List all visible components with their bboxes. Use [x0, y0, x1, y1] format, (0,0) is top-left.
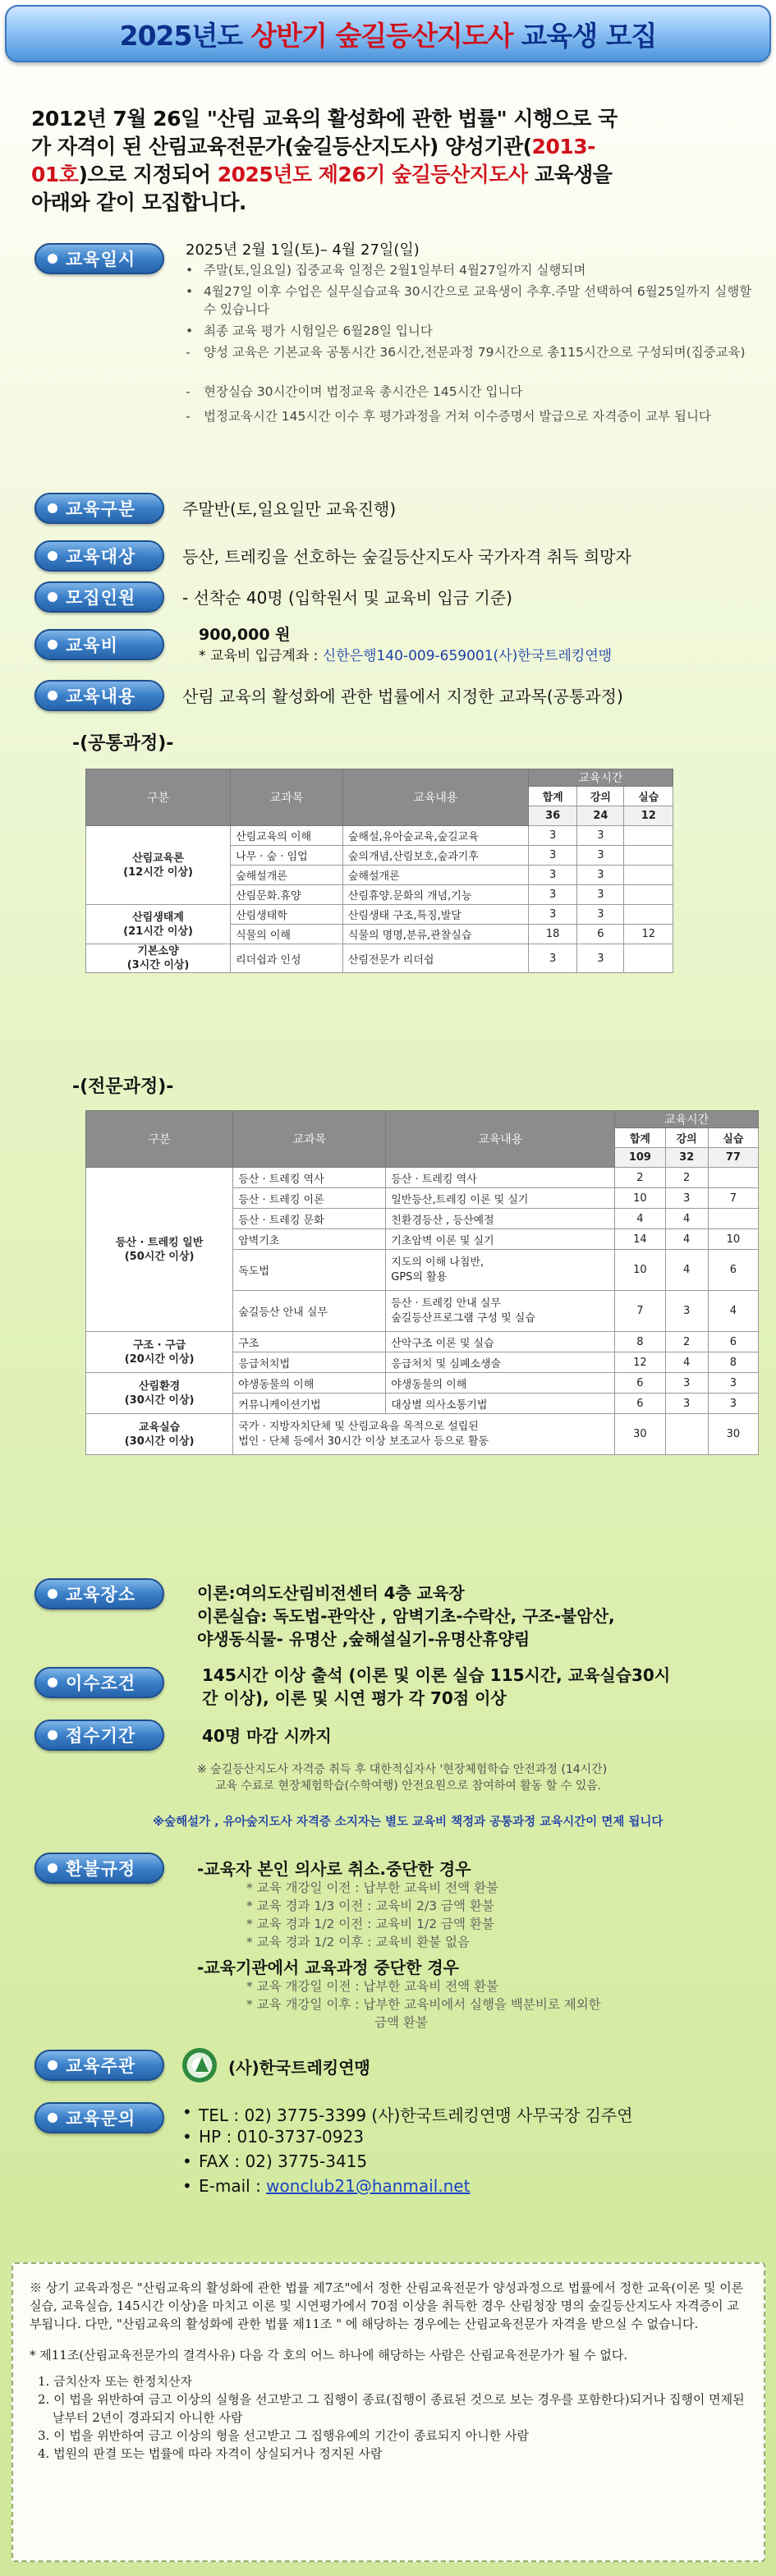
hours-cell: 2 — [615, 1168, 665, 1188]
hours-cell: 6 — [615, 1373, 665, 1394]
table-row — [86, 826, 673, 846]
content-cell: 일반등산,트레킹 이론 및 실기 — [386, 1188, 615, 1209]
legal-notice-item: 4. 법원의 판결 또는 법률에 따라 자격이 상실되거나 정지된 사람 — [38, 2446, 383, 2461]
hours-cell: 3 — [577, 866, 624, 885]
content-cell: 산림생태 구조,특징,발달 — [342, 905, 528, 925]
legal-notice-item: 2. 이 법을 위반하여 금고 이상의 실형을 선고받고 그 집행이 종료(집행이 종료된 것으로 보는 경우를 포함한다)되거나 집행이 면제된 날부터 2년이 경과되지 아니한 사람 — [38, 2392, 745, 2425]
header-division: 구분 — [86, 1111, 233, 1168]
bullet-dot-icon — [48, 2113, 57, 2123]
apply-note-2: 교육 수료로 현장체험학습(수학여행) 안전요원으로 참여하여 활동 할 수 있음. — [215, 1779, 602, 1793]
refund-item: * 교육 개강일 이전 : 납부한 교육비 전액 환불 — [246, 1979, 498, 1994]
content-cell: 숲해설,유아숲교육,숲길교육 — [342, 826, 528, 846]
header-hours: 교육시간 — [528, 769, 673, 787]
place-line1: 이론:여의도산림비전센터 4층 교육장 — [197, 1583, 465, 1603]
hours-cell: 3 — [665, 1373, 708, 1394]
subject-cell: 산림문화.휴양 — [231, 885, 343, 905]
subject-cell: 야생동물의 이해 — [233, 1373, 386, 1394]
hours-cell: 4 — [665, 1209, 708, 1229]
table-row — [86, 1414, 759, 1455]
table-row — [86, 905, 673, 925]
hours-cell: 3 — [528, 846, 576, 866]
place-line2: 이론실습: 독도법-관악산 , 암벽기초-수락산, 구조-불암산, — [197, 1606, 615, 1626]
bullet-text: 현장실습 30시간이며 법정교육 총시간은 145시간 입니다 — [204, 384, 523, 399]
hours-cell: 3 — [708, 1373, 758, 1394]
table-row — [86, 1168, 759, 1188]
hours-cell: 3 — [528, 885, 576, 905]
hours-cell: 3 — [528, 944, 576, 973]
subject-cell: 등산 · 트레킹 역사 — [233, 1168, 386, 1188]
hours-cell: 8 — [708, 1352, 758, 1373]
legal-notice-items — [30, 2372, 747, 2463]
content-cell: 응급처치 및 심폐소생술 — [386, 1352, 615, 1373]
header-lecture: 강의 — [665, 1128, 708, 1148]
hours-cell: 30 — [708, 1414, 758, 1455]
bullet-dot-icon — [48, 2060, 57, 2070]
bullet-dot-icon — [48, 1863, 57, 1873]
subject-cell: 암벽기초 — [233, 1229, 386, 1250]
legal-notice-item: 1. 금치산자 또는 한정치산자 — [38, 2374, 193, 2389]
subject-cell: 리더쉽과 인성 — [231, 944, 343, 973]
legal-notice-box — [11, 2262, 765, 2562]
schedule-bullet — [186, 322, 760, 340]
content-cell: 등산 · 트레킹 역사 — [386, 1168, 615, 1188]
hours-cell: 3 — [665, 1188, 708, 1209]
hours-cell — [708, 1168, 758, 1188]
sum-cell: 12 — [624, 806, 673, 826]
hours-cell: 6 — [708, 1250, 758, 1291]
hours-cell: 4 — [708, 1291, 758, 1332]
hours-cell: 3 — [577, 885, 624, 905]
content-cell: 기초암벽 이론 및 실기 — [386, 1229, 615, 1250]
bullet-mark: - — [186, 409, 191, 424]
content-cell: 야생동물의 이해 — [386, 1373, 615, 1394]
section-inquiry-label: 교육문의 — [34, 2102, 164, 2133]
apply-value: 40명 마감 시까지 — [202, 1726, 332, 1746]
subject-cell: 국가 · 지방자치단체 및 산림교육을 목적으로 설립된 법인 · 단체 등에서 30시간 이상 보조교사 등으로 활동 — [233, 1414, 615, 1455]
header-division: 구분 — [86, 769, 231, 826]
content-value: 산림 교육의 활성화에 관한 법률에서 지정한 교과목(공통과정) — [182, 686, 623, 706]
content-cell: 지도의 이해 나침반, GPS의 활용 — [386, 1250, 615, 1291]
hours-cell — [665, 1414, 708, 1455]
federation-logo-icon — [182, 2048, 217, 2082]
complete-line2: 간 이상), 이론 및 시연 평가 각 70점 이상 — [202, 1688, 507, 1708]
bullet-mark: • — [186, 263, 194, 278]
schedule-bullet — [186, 343, 760, 361]
hours-cell: 6 — [615, 1394, 665, 1414]
type-value: 주말반(토,일요일만 교육진행) — [182, 499, 397, 519]
bullet-text: 최종 교육 평가 시험일은 6월28일 입니다 — [204, 324, 433, 338]
group-name: 산림교육론 (12시간 이상) — [86, 826, 231, 905]
hours-cell: 3 — [665, 1291, 708, 1332]
content-cell: 숲해설개론 — [342, 866, 528, 885]
hours-cell: 6 — [577, 925, 624, 944]
subject-cell: 응급처치법 — [233, 1352, 386, 1373]
header-total: 합계 — [615, 1128, 665, 1148]
header-practice: 실습 — [624, 787, 673, 806]
hours-cell — [624, 846, 673, 866]
content-cell: 산악구조 이론 및 실습 — [386, 1332, 615, 1352]
hours-cell: 3 — [708, 1394, 758, 1414]
hours-cell — [624, 866, 673, 885]
header-content: 교육내용 — [386, 1111, 615, 1168]
subject-cell: 독도법 — [233, 1250, 386, 1291]
bullet-dot-icon — [48, 592, 57, 602]
hours-cell: 3 — [577, 846, 624, 866]
complete-line1: 145시간 이상 출석 (이론 및 이론 실습 115시간, 교육실습30시 — [202, 1665, 671, 1685]
hours-cell: 4 — [665, 1250, 708, 1291]
bullet-text: 주말(토,일요일) 집중교육 일정은 2월1일부터 4월27일까지 실행되며 — [204, 263, 586, 278]
schedule-value: 2025년 2월 1일(토)– 4월 27일(일) — [186, 241, 420, 259]
bullet-dot-icon — [48, 691, 57, 700]
hours-cell: 4 — [665, 1229, 708, 1250]
refund-item: * 교육 경과 1/2 이전 : 교육비 1/2 금액 환불 — [246, 1917, 494, 1931]
hours-cell: 10 — [708, 1229, 758, 1250]
hours-cell: 4 — [665, 1352, 708, 1373]
common-heading: -(공통과정)- — [72, 733, 174, 754]
header-hours: 교육시간 — [615, 1111, 759, 1128]
section-apply-label: 접수기간 — [34, 1720, 164, 1751]
section-content-label: 교육내용 — [34, 680, 164, 711]
subject-cell: 커뮤니케이션기법 — [233, 1394, 386, 1414]
schedule-bullet — [186, 282, 760, 319]
common-course-table — [85, 769, 673, 973]
subject-cell: 숲해설개론 — [231, 866, 343, 885]
hours-cell: 18 — [528, 925, 576, 944]
bullet-dot-icon — [48, 640, 57, 650]
apply-note-3: ※숲해설가 , 유아숲지도사 자격증 소지자는 별도 교육비 책정과 공통과정 교육시간이 면제 됩니다 — [153, 1816, 664, 1829]
bullet-text: 4월27일 이후 수업은 실무실습교육 30시간으로 교육생이 추후.주말 선택하여 6월25일까지 실행할 수 있습니다 — [204, 284, 752, 317]
banner-highlight: 상반기 숲길등산지도사 — [250, 19, 513, 52]
refund-item: * 교육 개강일 이전 : 납부한 교육비 전액 환불 — [246, 1880, 498, 1895]
apply-note-1: ※ 숲길등산지도사 자격증 취득 후 대한적십자사 '현장체험학습 안전과정 (14시간) — [197, 1763, 608, 1776]
refund-heading-2: -교육기관에서 교육과정 중단한 경우 — [197, 1958, 459, 1977]
subject-cell: 등산 · 트레킹 문화 — [233, 1209, 386, 1229]
hours-cell: 2 — [665, 1168, 708, 1188]
content-cell: 친환경등산 , 등산예절 — [386, 1209, 615, 1229]
group-name: 산림생태계 (21시간 이상) — [86, 905, 231, 944]
header-practice: 실습 — [708, 1128, 758, 1148]
header-total: 합계 — [528, 787, 576, 806]
group-name: 기본소양 (3시간 이상) — [86, 944, 231, 973]
schedule-bullet — [186, 407, 760, 425]
hours-cell: 3 — [577, 944, 624, 973]
group-name: 구조 · 구급 (20시간 이상) — [86, 1332, 233, 1373]
sum-cell: 36 — [528, 806, 576, 826]
host-value: (사)한국트레킹연맹 — [228, 2058, 370, 2078]
content-cell: 등산 · 트레킹 안내 실무 숲길등산프로그램 구성 및 실습 — [386, 1291, 615, 1332]
fee-value: 900,000 원 — [199, 626, 291, 644]
hours-cell — [624, 826, 673, 846]
refund-item: * 교육 경과 1/2 이후 : 교육비 환불 없음 — [246, 1935, 470, 1949]
hours-cell: 4 — [615, 1209, 665, 1229]
hours-cell: 12 — [615, 1352, 665, 1373]
hours-cell: 2 — [665, 1332, 708, 1352]
email-link[interactable]: wonclub21@hanmail.net — [266, 2176, 471, 2196]
hours-cell: 3 — [577, 826, 624, 846]
bullet-dot-icon — [48, 1678, 57, 1687]
group-name: 산림환경 (30시간 이상) — [86, 1373, 233, 1414]
subject-cell: 등산 · 트레킹 이론 — [233, 1188, 386, 1209]
sum-cell: 32 — [665, 1148, 708, 1168]
header-content: 교육내용 — [342, 769, 528, 826]
subject-cell: 산림교육의 이해 — [231, 826, 343, 846]
bullet-mark: • — [186, 284, 194, 299]
fee-account: * 교육비 입금계좌 : 신한은행140-009-659001(사)한국트레킹연맹 — [199, 648, 613, 664]
subject-cell: 숲길등산 안내 실무 — [233, 1291, 386, 1332]
hours-cell: 10 — [615, 1188, 665, 1209]
sum-cell: 24 — [577, 806, 624, 826]
group-name: 등산 · 트레킹 일반 (50시간 이상) — [86, 1168, 233, 1332]
bullet-dot-icon — [48, 1730, 57, 1740]
hours-cell: 30 — [615, 1414, 665, 1455]
section-type-label: 교육구분 — [34, 493, 164, 524]
table-row — [86, 1373, 759, 1394]
bullet-mark: • — [186, 324, 194, 338]
subject-cell: 산림생태학 — [231, 905, 343, 925]
header-subject: 교과목 — [231, 769, 343, 826]
intro-text: 2012년 7월 26일 "산림 교육의 활성화에 관한 법률" 시행으로 국 가 자격이 된 산림교육전문가(숲길등산지도사) 양성기관(2013- 01호)으로 지정되어 2025년도 제26기 숲길등산지도사 교육생을 아래와 같이 모집합니다. — [31, 107, 618, 214]
banner-suffix: 교육생 모집 — [521, 19, 657, 52]
content-cell: 식물의 명명,분류,관찰실습 — [342, 925, 528, 944]
sum-cell: 77 — [708, 1148, 758, 1168]
section-complete-label: 이수조건 — [34, 1667, 164, 1698]
hours-cell — [624, 905, 673, 925]
legal-notice-item: 3. 이 법을 위반하여 금고 이상의 형을 선고받고 그 집행유예의 기간이 종료되지 아니한 사람 — [38, 2428, 529, 2443]
target-value: 등산, 트레킹을 선호하는 숲길등산지도사 국가자격 취득 희망자 — [182, 547, 631, 567]
bullet-dot-icon — [48, 503, 57, 513]
hours-cell: 10 — [615, 1250, 665, 1291]
subject-cell: 식물의 이해 — [231, 925, 343, 944]
section-place-label: 교육장소 — [34, 1578, 164, 1609]
schedule-bullet — [186, 383, 760, 401]
contact-fax: • FAX : 02) 3775-3415 — [182, 2151, 368, 2171]
contact-email: • E-mail : wonclub21@hanmail.net — [182, 2176, 471, 2196]
title-banner — [5, 5, 771, 62]
banner-year: 2025년도 — [119, 19, 243, 52]
section-target-label: 교육대상 — [34, 540, 164, 572]
group-name: 교육실습 (30시간 이상) — [86, 1414, 233, 1455]
header-lecture: 강의 — [577, 787, 624, 806]
table-row — [86, 944, 673, 973]
legal-notice-p2: * 제11조(산림교육전문가의 결격사유) 다음 각 호의 어느 하나에 해당하는 사람은 산림교육전문가가 될 수 없다. — [30, 2348, 628, 2362]
place-line3: 야생동식물- 유명산 ,숲해설실기-유명산휴양림 — [197, 1629, 530, 1649]
hours-cell: 8 — [615, 1332, 665, 1352]
hours-cell: 3 — [665, 1394, 708, 1414]
hours-cell — [624, 944, 673, 973]
hours-cell: 3 — [528, 866, 576, 885]
hours-cell: 14 — [615, 1229, 665, 1250]
section-schedule-label: 교육일시 — [34, 243, 164, 274]
sum-cell: 109 — [615, 1148, 665, 1168]
bullet-mark: - — [186, 384, 191, 399]
section-fee-label: 교육비 — [34, 629, 164, 660]
hours-cell — [708, 1209, 758, 1229]
section-host-label: 교육주관 — [34, 2050, 164, 2081]
content-cell: 대상별 의사소통기법 — [386, 1394, 615, 1414]
table-row — [86, 1332, 759, 1352]
bullet-text: 양성 교육은 기본교육 공통시간 36시간,전문과정 79시간으로 총115시간으로 구성되며(집중교육) — [204, 345, 746, 360]
schedule-bullet — [186, 261, 760, 279]
subject-cell: 구조 — [233, 1332, 386, 1352]
contact-hp: • HP : 010-3737-0923 — [182, 2127, 364, 2147]
refund-heading-1: -교육자 본인 의사로 취소.중단한 경우 — [197, 1859, 471, 1879]
hours-cell: 6 — [708, 1332, 758, 1352]
content-cell: 산림휴양.문화의 개념,기능 — [342, 885, 528, 905]
quota-value: - 선착순 40명 (입학원서 및 교육비 입금 기준) — [182, 588, 512, 608]
legal-notice-p1: ※ 상기 교육과정은 "산림교육의 활성화에 관한 법률 제7조"에서 정한 산림교육전문가 양성과정으로 법률에서 정한 교육(이론 및 이론실습, 교육실습, 145시간 이상)을 마치고 이론 및 시연평가에서 70점 이상을 취득한 경우 산림청장 명의 숲길등산지도사 자격증이 교부됩니다. 다만, "산림교육의 활성화에 관한 법률 제11조 " 에 해당하는 경우에는 산림교육전문가 자격을 받으실 수 없습니다. — [30, 2280, 744, 2331]
contact-tel: • TEL : 02) 3775-3399 (사)한국트레킹연맹 사무국장 김주연 — [182, 2102, 633, 2125]
hours-cell: 3 — [577, 905, 624, 925]
bullet-dot-icon — [48, 254, 57, 264]
special-heading: -(전문과정)- — [72, 1077, 174, 1097]
hours-cell — [624, 885, 673, 905]
header-subject: 교과목 — [233, 1111, 386, 1168]
hours-cell: 7 — [615, 1291, 665, 1332]
section-refund-label: 환불규정 — [34, 1853, 164, 1884]
bullet-dot-icon — [48, 1589, 57, 1599]
bullet-text: 법정교육시간 145시간 이수 후 평가과정을 거쳐 이수증명서 발급으로 자격증이 교부 됩니다 — [204, 409, 711, 424]
section-quota-label: 모집인원 — [34, 581, 164, 613]
content-cell: 산림전문가 리더쉽 — [342, 944, 528, 973]
hours-cell: 12 — [624, 925, 673, 944]
bullet-mark: - — [186, 345, 191, 360]
hours-cell: 7 — [708, 1188, 758, 1209]
refund-item: * 교육 개강일 이후 : 납부한 교육비에서 실행을 백분비로 제외한 — [246, 1997, 601, 2012]
content-cell: 숲의개념,산림보호,숲과기후 — [342, 846, 528, 866]
refund-item: 금액 환불 — [374, 2015, 428, 2030]
special-course-table — [85, 1110, 759, 1455]
subject-cell: 나무 · 숲 · 임업 — [231, 846, 343, 866]
bullet-dot-icon — [48, 551, 57, 561]
hours-cell: 3 — [528, 826, 576, 846]
refund-item: * 교육 경과 1/3 이전 : 교육비 2/3 금액 환불 — [246, 1899, 494, 1913]
hours-cell: 3 — [528, 905, 576, 925]
